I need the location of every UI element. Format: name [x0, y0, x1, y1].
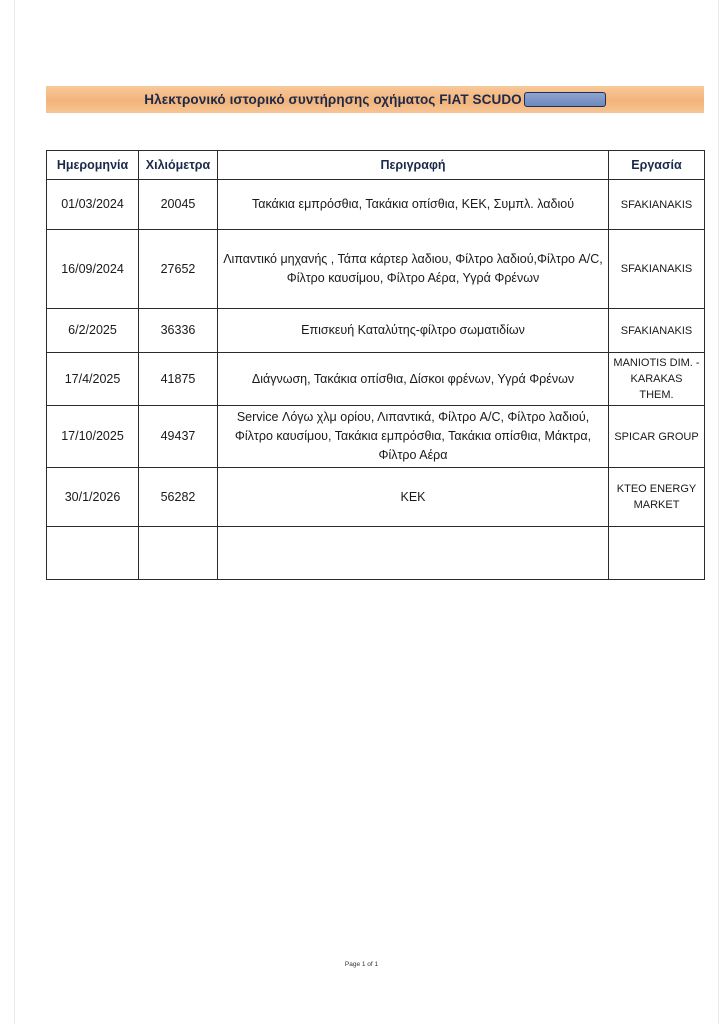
cell-workshop [609, 527, 705, 580]
cell-workshop: SFAKIANAKIS [609, 180, 705, 230]
header-date: Ημερομηνία [47, 151, 139, 180]
cell-description: Λιπαντικό μηχανής , Τάπα κάρτερ λαδιου, Φίλτρο λαδιού,Φίλτρο A/C, Φίλτρο καυσίμου, Φίλτρο Αέρα, Υγρά Φρένων [218, 230, 609, 309]
cell-description [218, 527, 609, 580]
table-header-row [47, 151, 705, 180]
cell-description: ΚΕΚ [218, 468, 609, 527]
cell-km: 27652 [139, 230, 218, 309]
cell-workshop: KTEO ENERGY MARKET [609, 468, 705, 527]
table-row [47, 230, 705, 309]
cell-description: Επισκευή Καταλύτης-φίλτρο σωματιδίων [218, 309, 609, 353]
cell-description: Service Λόγω χλμ ορίου, Λιπαντικά, Φίλτρο A/C, Φίλτρο λαδιού, Φίλτρο καυσίμου, Τακάκια εμπρόσθια, Τακάκια οπίσθια, Μάκτρα, Φίλτρο Αέρα [218, 406, 609, 468]
cell-date: 6/2/2025 [47, 309, 139, 353]
redacted-plate-box [524, 92, 606, 107]
cell-workshop: MANIOTIS DIM. - KARAKAS THEM. [609, 353, 705, 406]
page-edge-left [14, 0, 15, 1024]
header-description: Περιγραφή [218, 151, 609, 180]
cell-date: 17/10/2025 [47, 406, 139, 468]
cell-workshop: SFAKIANAKIS [609, 309, 705, 353]
cell-km: 36336 [139, 309, 218, 353]
cell-workshop: SPICAR GROUP [609, 406, 705, 468]
page-edge-right [718, 0, 719, 1024]
cell-km [139, 527, 218, 580]
cell-workshop: SFAKIANAKIS [609, 230, 705, 309]
cell-km: 56282 [139, 468, 218, 527]
cell-date: 30/1/2026 [47, 468, 139, 527]
header-workshop: Εργασία [609, 151, 705, 180]
cell-date: 16/09/2024 [47, 230, 139, 309]
cell-km: 41875 [139, 353, 218, 406]
document-title: Ηλεκτρονικό ιστορικό συντήρησης οχήματος FIAT SCUDO [144, 92, 522, 107]
cell-description: Τακάκια εμπρόσθια, Τακάκια οπίσθια, ΚΕΚ, Συμπλ. λαδιού [218, 180, 609, 230]
title-banner [46, 86, 704, 113]
header-km: Χιλιόμετρα [139, 151, 218, 180]
cell-date: 17/4/2025 [47, 353, 139, 406]
cell-date [47, 527, 139, 580]
cell-date: 01/03/2024 [47, 180, 139, 230]
page-footer: Page 1 of 1 [344, 961, 379, 968]
table-row [47, 309, 705, 353]
table-row [47, 353, 705, 406]
cell-km: 20045 [139, 180, 218, 230]
maintenance-history-table [46, 150, 705, 580]
table-row [47, 527, 705, 580]
table-row [47, 406, 705, 468]
table-row [47, 180, 705, 230]
cell-km: 49437 [139, 406, 218, 468]
table-row [47, 468, 705, 527]
cell-description: Διάγνωση, Τακάκια οπίσθια, Δίσκοι φρένων, Υγρά Φρένων [218, 353, 609, 406]
